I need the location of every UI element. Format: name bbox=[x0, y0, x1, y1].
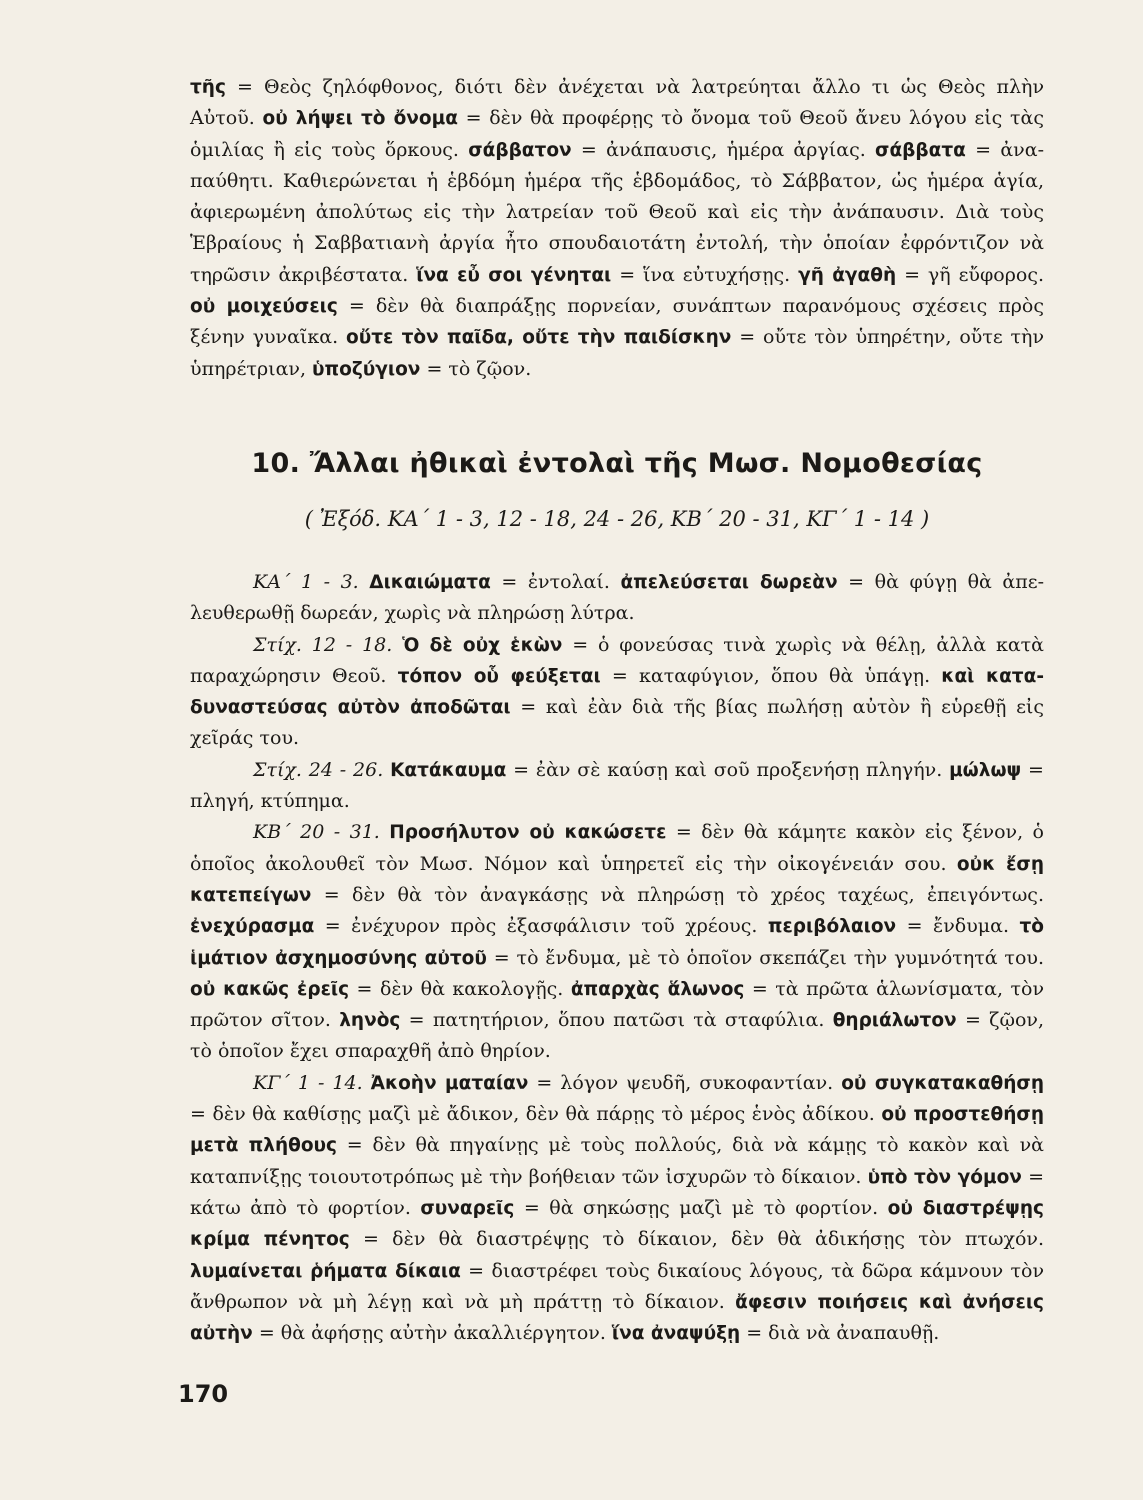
term: τῆς bbox=[190, 77, 226, 98]
continued-paragraph-block bbox=[190, 72, 1044, 385]
gloss: = τὸ ἔνδυμα, μὲ τὸ ὁποῖον σκεπάζει τὴν γυμνότητά του. bbox=[486, 946, 1044, 969]
gloss: = γῆ εὔφορος. bbox=[896, 263, 1045, 286]
term: μώλωψ bbox=[949, 759, 1022, 781]
gloss: = ἀναπαύθητι. Καθιερώνεται ἡ ἑβδόμη ἡμέρα τῆς ἑβδομάδος, τὸ Σάββατον, ὡς ἡμέρα ἁγία, ἀφιερωμένη ἀπολύτως εἰς τὴν λατρείαν τοῦ Θεοῦ καὶ εἰς τὴν ἀνάπαυσιν. Διὰ τοὺς Ἑβραίους ἡ Σαββατιανὴ ἀργία ἦτο σπουδαιοτάτη ἐντολή, τὴν ὁποίαν ἐφρόντιζον νὰ τηρῶσιν ἀκριβέστατα. bbox=[190, 138, 1044, 286]
glossary-paragraph bbox=[190, 817, 1044, 1067]
glossary-paragraph bbox=[190, 567, 1044, 630]
gloss: = δὲν θὰ πηγαίνῃς μὲ τοὺς πολλούς, διὰ νὰ κάμῃς τὸ κακὸν καὶ νὰ καταπνίξῃς τοιουτοτρόπως μὲ τὴν βοήθειαν τῶν ἰσχυρῶν τὸ δίκαιον. bbox=[190, 1134, 1044, 1188]
verse-reference: ΚΑ΄ 1 - 3. bbox=[253, 571, 359, 593]
gloss: = δὲν θὰ κάμητε κακὸν εἰς ξένον, ὁ ὁποῖος ἀκολουθεῖ τὸν Μωσ. Νόμον καὶ ὑπηρετεῖ εἰς τὴν οἰκογένειάν σου. bbox=[190, 821, 1044, 875]
gloss: = τὸ ζῷον. bbox=[420, 357, 532, 380]
term: οὐ προστεθήσῃ μετὰ πλήθους bbox=[190, 1104, 1045, 1157]
term: ὑπὸ τὸν γόμον bbox=[867, 1166, 1022, 1188]
gloss: = δὲν θὰ κακολογῇς. bbox=[349, 977, 571, 1000]
term: ἵνα ἀναψύξῃ bbox=[611, 1323, 741, 1345]
term: οὐ διαστρέψῃς κρίμα πένητος bbox=[190, 1197, 1044, 1251]
gloss: = ἐὰν σὲ καύσῃ καὶ σοῦ προξενήσῃ πληγήν. bbox=[506, 758, 950, 781]
term: θηριάλωτον bbox=[832, 1010, 957, 1032]
section-heading: 10. Ἄλλαι ἠθικαὶ ἐντολαὶ τῆς Μωσ. Νομοθεσίας bbox=[251, 448, 983, 479]
glossary-paragraph bbox=[190, 630, 1044, 755]
term: οὐ συγκατακαθήσῃ bbox=[841, 1072, 1044, 1094]
gloss bbox=[363, 1072, 371, 1094]
term: οὐ μοιχεύσεις bbox=[190, 296, 338, 318]
term: οὐ λήψει τὸ ὄνομα bbox=[262, 108, 458, 130]
term: ἵνα εὖ σοι γένηται bbox=[416, 264, 612, 286]
gloss: = ὁ φονεύσας τινὰ χωρὶς νὰ θέλῃ, ἀλλὰ κατὰ παραχώρησιν Θεοῦ. bbox=[190, 633, 1044, 687]
term: τόπον οὗ φεύξεται bbox=[397, 665, 601, 687]
gloss: = ἵνα εὐτυχήσῃς. bbox=[611, 263, 799, 286]
term: σάββατα bbox=[875, 139, 966, 161]
term: ληνὸς bbox=[339, 1010, 401, 1032]
glossary-section bbox=[190, 567, 1044, 1349]
gloss: = οὔτε τὸν ὑπηρέτην, οὔτε τὴν ὑπηρέτριαν, bbox=[190, 326, 1044, 380]
gloss: = ἐντολαί. bbox=[490, 571, 621, 593]
gloss: = ἔνδυμα. bbox=[896, 915, 1020, 938]
term: ἐνεχύρασμα bbox=[190, 916, 315, 938]
gloss: = διαστρέφει τοὺς δικαίους λόγους, τὰ δῶρα κάμνουν τὸν ἄνθρωπον νὰ μὴ λέγῃ καὶ νὰ μὴ πράττῃ τὸ δίκαιον. bbox=[190, 1259, 1044, 1313]
term: οὔτε τὸν παῖδα, οὔτε τὴν παιδίσκην bbox=[346, 327, 732, 349]
verse-reference: ΚΒ΄ 20 - 31. bbox=[253, 821, 380, 844]
gloss: = τὰ πρῶτα ἁλωνίσματα, τὸν πρῶτον σῖτον. bbox=[190, 977, 1044, 1032]
term: ἀπαρχὰς ἅλωνος bbox=[570, 978, 745, 1000]
verse-reference: ΚΓ΄ 1 - 14. bbox=[253, 1071, 363, 1094]
page-number: 170 bbox=[178, 1380, 229, 1408]
term: οὐκ ἔσῃ κατεπείγων bbox=[190, 853, 1044, 906]
gloss: = θὰ φύγῃ θὰ ἀπελευθερωθῇ δωρεάν, χωρὶς νὰ πληρώσῃ λύτρα. bbox=[190, 571, 1045, 625]
gloss: = δὲν θὰ προφέρῃς τὸ ὄνομα τοῦ Θεοῦ ἄνευ λόγου εἰς τὰς ὁμιλίας ἢ εἰς τοὺς ὅρκους. bbox=[190, 107, 1044, 161]
gloss: = πληγή, κτύπημα. bbox=[190, 758, 1044, 813]
term: λυμαίνεται ῥήματα δίκαια bbox=[190, 1260, 461, 1282]
term: συναρεῖς bbox=[420, 1197, 515, 1219]
gloss: = δὲν θὰ διαπράξῃς πορνείαν, συνάπτων παρανόμους σχέσεις πρὸς ξένην γυναῖκα. bbox=[190, 295, 1045, 349]
gloss: = ζῷον, τὸ ὁποῖον ἔχει σπαραχθῆ ἀπὸ θηρίον. bbox=[190, 1009, 1044, 1063]
gloss: = θὰ σηκώσῃς μαζὶ μὲ τὸ φορτίον. bbox=[514, 1196, 888, 1219]
gloss: = καταφύγιον, ὅπου θὰ ὑπάγῃ. bbox=[600, 664, 942, 687]
term: Ὁ δὲ οὐχ ἑκὼν bbox=[402, 634, 563, 656]
gloss: = πατητήριον, ὅπου πατῶσι τὰ σταφύλια. bbox=[400, 1009, 833, 1032]
gloss: = δὲν θὰ τὸν ἀναγκάσῃς νὰ πληρώσῃ τὸ χρέος ταχέως, ἐπειγόντως. bbox=[311, 883, 1044, 906]
continued-paragraph bbox=[190, 72, 1044, 385]
gloss: = δὲν θὰ καθίσῃς μαζὶ μὲ ἄδικον, δὲν θὰ πάρῃς τὸ μέρος ἑνὸς ἀδίκου. bbox=[190, 1103, 882, 1126]
gloss: = κάτω ἀπὸ τὸ φορτίον. bbox=[190, 1165, 1044, 1219]
term: ὑποζύγιον bbox=[312, 358, 421, 380]
gloss bbox=[392, 634, 402, 656]
term: Ἀκοὴν ματαίαν bbox=[370, 1072, 529, 1094]
gloss: = ἐνέχυρον πρὸς ἐξασφάλισιν τοῦ χρέους. bbox=[314, 915, 768, 938]
term: Δικαιώματα bbox=[369, 572, 491, 593]
verse-reference: Στίχ. 24 - 26. bbox=[253, 758, 384, 781]
term: ἀπελεύσεται δωρεὰν bbox=[620, 572, 838, 593]
term: ἄφεσιν ποιήσεις καὶ ἀνήσεις αὐτὴν bbox=[190, 1291, 1045, 1345]
gloss bbox=[380, 821, 389, 843]
verse-reference: Στίχ. 12 - 18. bbox=[253, 633, 393, 656]
term: σάββατον bbox=[468, 139, 572, 161]
gloss: = θὰ ἀφήσῃς αὐτὴν ἀκαλλιέργητον. bbox=[252, 1322, 612, 1345]
gloss: = καὶ ἐὰν διὰ τῆς βίας πωλήσῃ αὐτὸν ἢ εὑρεθῇ εἰς χεῖράς του. bbox=[190, 696, 1045, 750]
gloss: = διὰ νὰ ἀναπαυθῇ. bbox=[740, 1322, 940, 1345]
gloss: = λόγον ψευδῆ, συκοφαντίαν. bbox=[528, 1071, 842, 1094]
gloss: = δὲν θὰ διαστρέψῃς τὸ δίκαιον, δὲν θὰ ἀδικήσῃς τὸν πτωχόν. bbox=[349, 1228, 1045, 1251]
term: γῆ ἀγαθὴ bbox=[798, 264, 897, 286]
glossary-paragraph bbox=[190, 1068, 1044, 1350]
term: τὸ ἱμάτιον ἀσχημοσύνης αὐτοῦ bbox=[190, 916, 1044, 969]
term: οὐ κακῶς ἐρεῖς bbox=[190, 978, 350, 1000]
term: Κατάκαυμα bbox=[390, 759, 507, 781]
gloss bbox=[359, 571, 370, 593]
scripture-reference: ( Ἐξόδ. ΚΑ΄ 1 - 3, 12 - 18, 24 - 26, ΚΒ΄ 20 - 31, ΚΓ΄ 1 - 14 ) bbox=[304, 507, 930, 531]
term: Προσήλυτον οὐ κακώσετε bbox=[389, 822, 667, 844]
gloss: = Θεὸς ζηλόφθονος, διότι δὲν ἀνέχεται νὰ λατρεύηται ἄλλο τι ὡς Θεὸς πλὴν Αὐτοῦ. bbox=[190, 76, 1044, 130]
gloss: = ἀνάπαυσις, ἡμέρα ἀργίας. bbox=[571, 138, 876, 161]
term: καὶ καταδυναστεύσας αὐτὸν ἀποδῶται bbox=[190, 665, 1044, 719]
glossary-paragraph bbox=[190, 755, 1044, 818]
term: περιβόλαιον bbox=[767, 916, 897, 938]
